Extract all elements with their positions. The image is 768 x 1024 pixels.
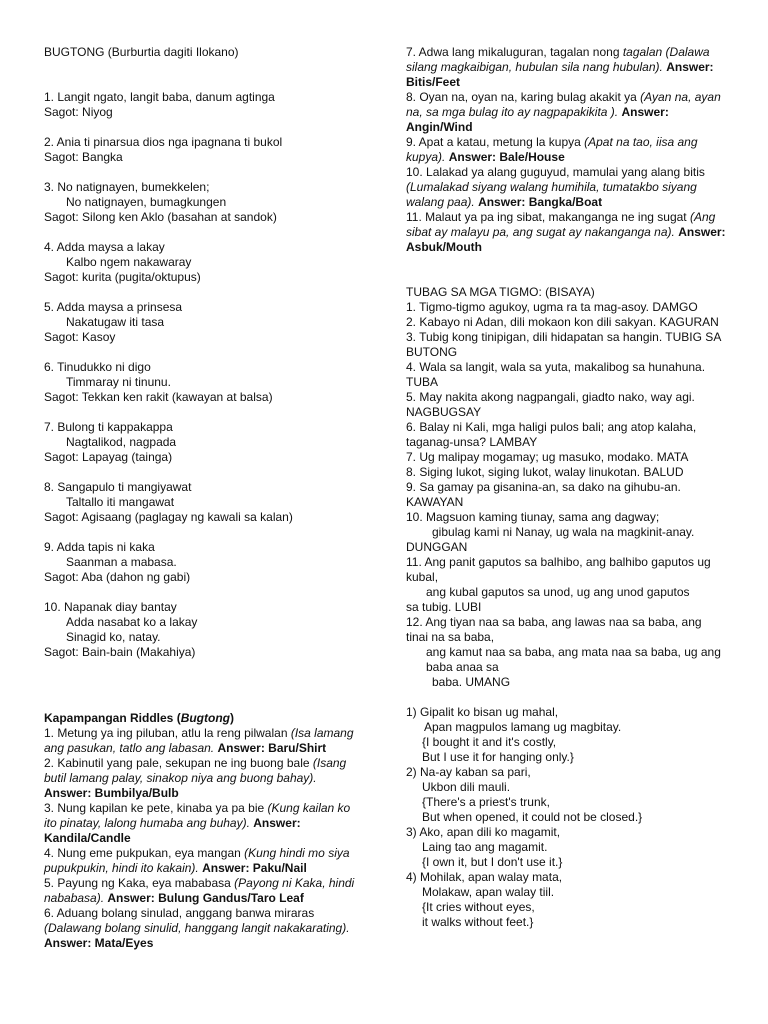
kapampangan-riddle-3: 3. Nung kapilan ke pete, kinaba ya pa bie (Kung kailan ko ito pinatay, lalong humaba ang buhay). Answer: Kandila/Candle	[44, 801, 351, 845]
kapampangan-riddle-5: 5. Payung ng Kaka, eya mababasa (Payong ni Kaka, hindi nababasa). Answer: Bulung Gandus/Taro Leaf	[44, 876, 355, 905]
kapampangan-riddle-7: 7. Adwa lang mikaluguran, tagalan nong tagalan (Dalawa silang magkaibigan, hubulan sila nang hubulan). Answer: Bitis/Feet	[406, 45, 714, 89]
ilokano-riddle-1: 1. Langit ngato, langit baba, danum agtinga Sagot: Niyog	[44, 90, 275, 119]
bisaya-riddle-5: 5. May nakita akong nagpangali, giadto nako, way agi. NAGBUGSAY	[406, 390, 695, 419]
bisaya-riddle-6: 6. Balay ni Kali, mga haligi pulos bali; ang atop kalaha, taganag-unsa? LAMBAY	[406, 420, 697, 449]
kapampangan-riddle-2: 2. Kabinutil yang pale, sekupan ne ing buong bale (Isang butil lamang palay, sinakop niya ang buong bahay). Answer: Bumbilya/Bulb	[44, 756, 347, 800]
kapampangan-riddle-8: 8. Oyan na, oyan na, karing bulag akakit ya (Ayan na, ayan na, sa mga bulag ito ay nagpapakikita ). Answer: Angin/Wind	[406, 90, 721, 134]
ilokano-riddle-10: 10. Napanak diay bantay Adda nasabat ko a lakay Sinagid ko, natay. Sagot: Bain-bain (Makahiya)	[44, 600, 198, 659]
ilokano-riddle-3: 3. No natignayen, bumekkelen; No natignayen, bumagkungen Sagot: Silong ken Aklo (basahan at sandok)	[44, 180, 277, 224]
bisaya-title: TUBAG SA MGA TIGMO: (BISAYA)	[406, 285, 595, 299]
bisaya-riddle-12: 12. Ang tiyan naa sa baba, ang lawas naa sa baba, ang tinai na sa baba, ang kamut naa sa baba, ang mata naa sa baba, ug ang baba anaa sa baba. UMANG	[406, 615, 721, 689]
bisaya-riddle-9: 9. Sa gamay pa gisanina-an, sa dako na gihubu-an. KAWAYAN	[406, 480, 681, 509]
kapampangan-riddle-10: 10. Lalakad ya alang guguyud, mamulai yang alang bitis (Lumalakad siyang walang humihila, tumatakbo siyang walang paa). Answer: Bangka/Boat	[406, 165, 705, 209]
english-riddle-1: 1) Gipalit ko bisan ug mahal, Apan magpulos lamang ug magbitay. {I bought it and it's costly, But I use it for hanging only.}	[406, 705, 622, 764]
bisaya-riddle-8: 8. Siging lukot, siging lukot, walay linukotan. BALUD	[406, 465, 684, 479]
bisaya-riddle-4: 4. Wala sa langit, wala sa yuta, makalibog sa hunahuna. TUBA	[406, 360, 706, 389]
bisaya-riddle-7: 7. Ug malipay mogamay; ug masuko, modako. MATA	[406, 450, 689, 464]
bisaya-riddle-10: 10. Magsuon kaming tiunay, sama ang dagway; gibulag kami ni Nanay, ug wala na magkinit-anay. DUNGGAN	[406, 510, 695, 554]
right-column	[406, 45, 726, 930]
english-riddle-4: 4) Mohilak, apan walay mata, Molakaw, apan walay tiil. {It cries without eyes, it walks without feet.}	[406, 870, 563, 929]
ilokano-riddle-8: 8. Sangapulo ti mangiyawat Taltallo iti mangawat Sagot: Agisaang (paglagay ng kawali sa kalan)	[44, 480, 293, 524]
ilokano-title: BUGTONG (Burburtia dagiti Ilokano)	[44, 45, 239, 59]
ilokano-riddle-5: 5. Adda maysa a prinsesa Nakatugaw iti tasa Sagot: Kasoy	[44, 300, 183, 344]
english-translations	[406, 705, 726, 930]
kapampangan-riddle-1: 1. Metung ya ing piluban, atlu la reng pilwalan (Isa lamang ang pasukan, tatlo ang labasan. Answer: Baru/Shirt	[44, 726, 354, 755]
kapampangan-title: Kapampangan Riddles (Bugtong)	[44, 711, 234, 725]
kapampangan-riddle-9: 9. Apat a katau, metung la kupya (Apat na tao, iisa ang kupya). Answer: Bale/House	[406, 135, 698, 164]
bisaya-section	[406, 285, 726, 690]
english-riddle-2: 2) Na-ay kaban sa pari, Ukbon dili mauli. {There's a priest's trunk, But when opened, it could not be closed.}	[406, 765, 643, 824]
kapampangan-riddle-6: 6. Aduang bolang sinulad, anggang banwa miraras (Dalawang bolang sinulid, hanggang langit nakakarating). Answer: Mata/Eyes	[44, 906, 350, 950]
kapampangan-section	[44, 711, 364, 951]
english-riddle-3: 3) Ako, apan dili ko magamit, Laing tao ang magamit. {I own it, but I don't use it.}	[406, 825, 563, 869]
ilokano-riddle-6: 6. Tinudukko ni digo Timmaray ni tinunu. Sagot: Tekkan ken rakit (kawayan at balsa)	[44, 360, 273, 404]
bisaya-riddle-1: 1. Tigmo-tigmo agukoy, ugma ra ta mag-asoy. DAMGO	[406, 300, 698, 314]
ilokano-riddle-9: 9. Adda tapis ni kaka Saanman a mabasa. Sagot: Aba (dahon ng gabi)	[44, 540, 191, 584]
bisaya-riddle-11: 11. Ang panit gaputos sa balhibo, ang balhibo gaputos ug kubal, ang kubal gaputos sa unod, ug ang unod gaputos sa tubig. LUBI	[406, 555, 711, 614]
ilokano-riddle-2: 2. Ania ti pinarsua dios nga ipagnana ti bukol Sagot: Bangka	[44, 135, 283, 164]
ilokano-riddle-4: 4. Adda maysa a lakay Kalbo ngem nakawaray Sagot: kurita (pugita/oktupus)	[44, 240, 201, 284]
left-column	[44, 45, 364, 951]
ilokano-riddle-7: 7. Bulong ti kappakappa Nagtalikod, nagpada Sagot: Lapayag (tainga)	[44, 420, 177, 464]
bisaya-riddle-3: 3. Tubig kong tinipigan, dili hidapatan sa hangin. TUBIG SA BUTONG	[406, 330, 721, 359]
bisaya-riddle-2: 2. Kabayo ni Adan, dili mokaon kon dili sakyan. KAGURAN	[406, 315, 719, 329]
kapampangan-riddle-4: 4. Nung eme pukpukan, eya mangan (Kung hindi mo siya pupukpukin, hindi ito kakain). Answer: Paku/Nail	[44, 846, 350, 875]
kapampangan-riddle-11: 11. Malaut ya pa ing sibat, makanganga ne ing sugat (Ang sibat ay malayu pa, ang sugat ay nakanganga na). Answer: Asbuk/Mouth	[406, 210, 726, 254]
